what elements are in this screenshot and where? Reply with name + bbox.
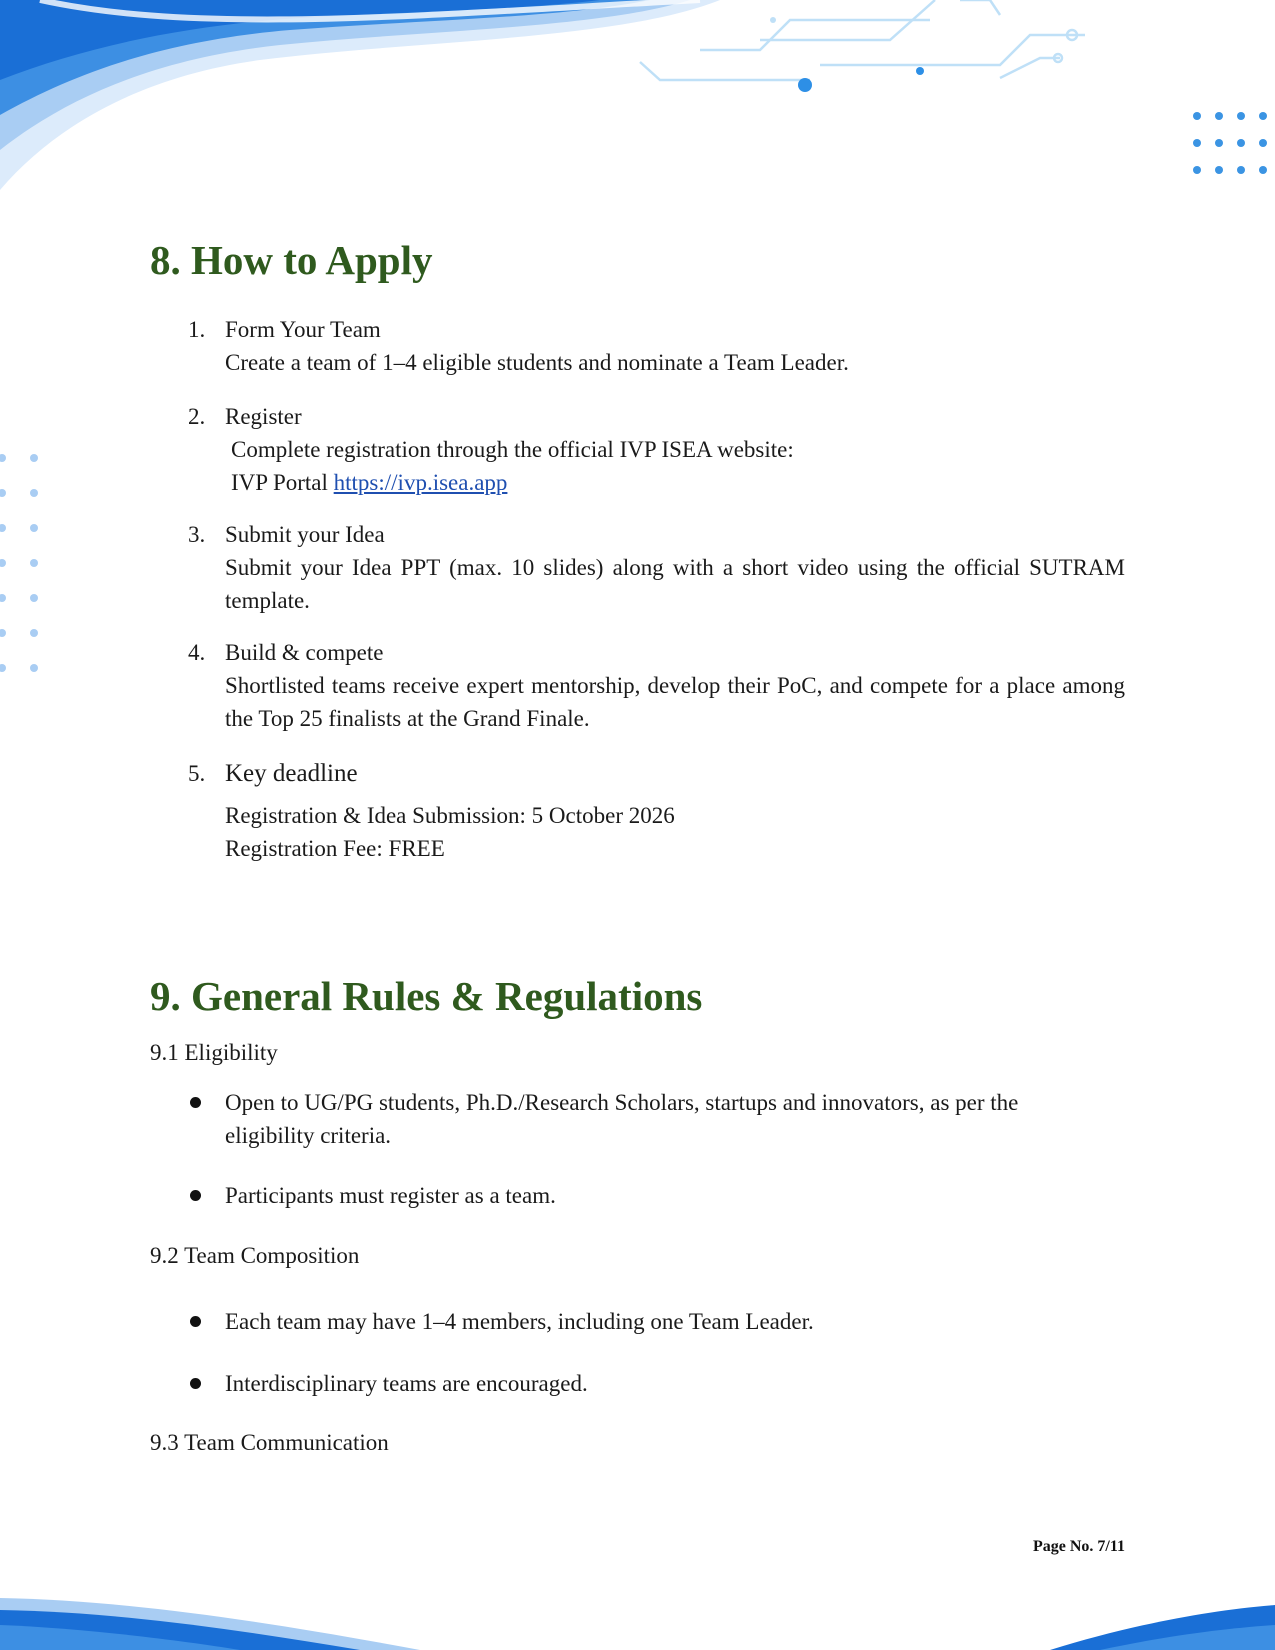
- bullet-dot: [190, 1378, 201, 1389]
- fee-line: Registration Fee: FREE: [225, 836, 445, 861]
- step-description: [225, 799, 1125, 865]
- section-heading-how-to-apply: 8. How to Apply: [150, 237, 433, 283]
- bullet-dot: [190, 1097, 201, 1108]
- step-number: 2.: [188, 404, 206, 429]
- step-title: Build & compete: [225, 640, 384, 665]
- step-number: 4.: [188, 640, 206, 665]
- dot-grid-decoration-left: [0, 448, 45, 678]
- list-item-text: Open to UG/PG students, Ph.D./Research Scholars, startups and innovators, as per the eligibility criteria.: [225, 1090, 1019, 1148]
- section-heading-rules: 9. General Rules & Regulations: [150, 973, 703, 1019]
- subsection-team-communication: 9.3 Team Communication: [150, 1430, 389, 1455]
- step-title: Register: [225, 404, 302, 429]
- portal-line: [225, 466, 1125, 499]
- step-description: Create a team of 1–4 eligible students and nominate a Team Leader.: [225, 350, 849, 375]
- step-description: Submit your Idea PPT (max. 10 slides) along with a short video using the official SUTRAM template.: [225, 555, 1125, 613]
- dot-grid-decoration: [1189, 108, 1269, 178]
- bullet-dot: [190, 1316, 201, 1327]
- register-instruction: Complete registration through the official IVP ISEA website:: [231, 437, 794, 462]
- step-title: Submit your Idea: [225, 522, 385, 547]
- list-item-text: Interdisciplinary teams are encouraged.: [225, 1371, 588, 1396]
- list-item-text: Participants must register as a team.: [225, 1183, 556, 1208]
- subsection-eligibility: 9.1 Eligibility: [150, 1040, 278, 1065]
- step-description: [225, 433, 1125, 499]
- deadline-line: Registration & Idea Submission: 5 October 2026: [225, 803, 675, 828]
- footer-wave-decoration: [0, 1570, 1275, 1650]
- bullet-dot: [190, 1190, 201, 1201]
- step-number: 5.: [188, 761, 206, 786]
- subsection-team-composition: 9.2 Team Composition: [150, 1243, 360, 1268]
- header-wave-decoration: [0, 0, 1275, 200]
- page-number: Page No. 7/11: [1033, 1538, 1125, 1555]
- step-title: Form Your Team: [225, 317, 381, 342]
- portal-label: IVP Portal: [231, 470, 334, 495]
- portal-link[interactable]: https://ivp.isea.app: [333, 470, 508, 495]
- step-title: Key deadline: [225, 760, 358, 787]
- step-description: Shortlisted teams receive expert mentorship, develop their PoC, and compete for a place among the Top 25 finalists at the Grand Finale.: [225, 673, 1125, 731]
- step-number: 1.: [188, 317, 206, 342]
- list-item-text: Each team may have 1–4 members, including one Team Leader.: [225, 1309, 814, 1334]
- step-number: 3.: [188, 522, 206, 547]
